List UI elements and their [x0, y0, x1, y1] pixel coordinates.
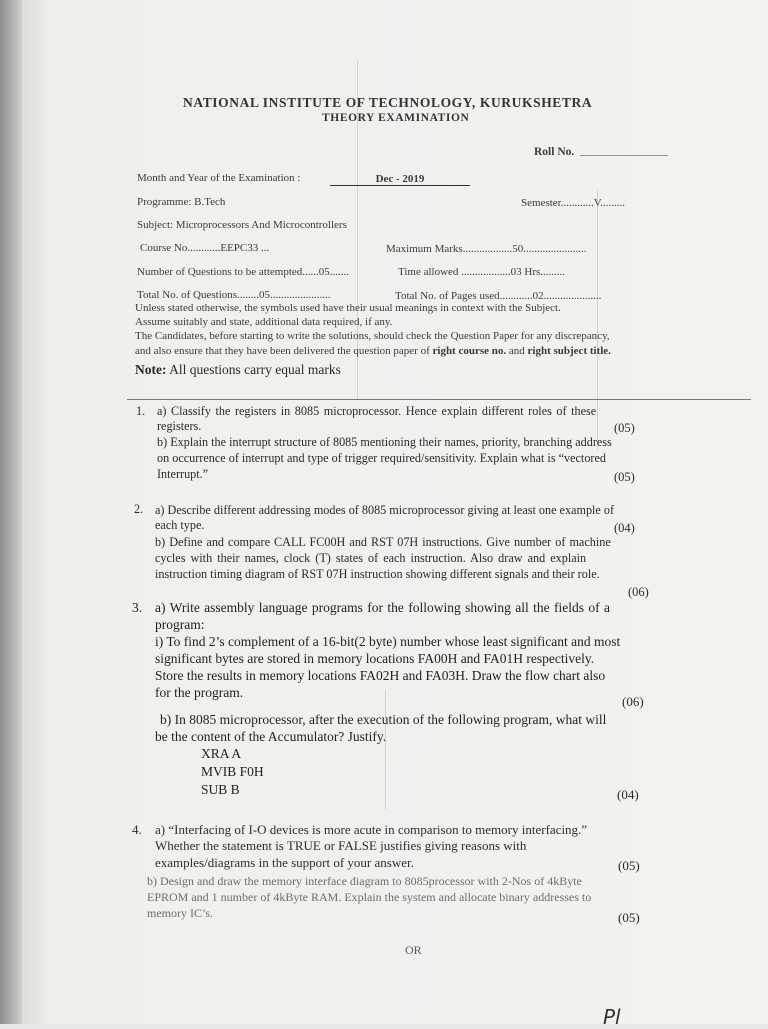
month-year-label: Month and Year of the Examination :	[137, 172, 301, 184]
q1-number: 1.	[136, 404, 146, 418]
q1b-line1: b) Explain the interrupt structure of 8085 mentioning their names, priority, branching address	[157, 435, 612, 449]
roll-no-blank: ________________	[580, 145, 668, 157]
q1a-line1: a) Classify the registers in 8085 microprocessor. Hence explain different roles of these	[157, 404, 597, 418]
q3a-line2: program:	[155, 617, 205, 632]
maximum-marks: Maximum Marks..................50.......................	[386, 243, 587, 255]
month-year-value: Dec - 2019	[330, 173, 470, 186]
q1b-marks: (05)	[614, 470, 635, 484]
questions-to-attempt: Number of Questions to be attempted......05.......	[137, 266, 350, 278]
total-questions: Total No. of Questions........05......................	[137, 289, 331, 301]
q4a-line3: examples/diagrams in the support of your answer.	[155, 855, 414, 870]
handwritten-pto: Pl	[603, 1005, 621, 1029]
semester: Semester............V.........	[521, 197, 625, 209]
or-separator: OR	[405, 943, 422, 957]
q4a-line1: a) “Interfacing of I-O devices is more acute in comparison to memory interfacing.”	[155, 822, 588, 837]
q1b-line3: Interrupt.”	[157, 467, 209, 481]
q3i-line4: for the program.	[155, 685, 244, 700]
q2b-line1: b) Define and compare CALL FC00H and RST 07H instructions. Give number of machine	[155, 535, 611, 549]
instruction-line-2: Assume suitably and state, additional data required, if any.	[135, 316, 393, 328]
total-pages: Total No. of Pages used............02.....................	[395, 290, 602, 302]
q2b-line3: instruction timing diagram of RST 07H instruction showing different signals and their role.	[155, 567, 600, 581]
q3-code-line2: MVIB F0H	[201, 764, 264, 779]
scan-crease	[597, 190, 598, 450]
instruction-emphasis: right course no.	[432, 345, 507, 357]
q4b-line2: EPROM and 1 number of 4kByte RAM. Explain the system and allocate binary addresses to	[147, 890, 592, 904]
section-divider	[127, 399, 751, 400]
q2b-marks: (06)	[628, 585, 649, 599]
scan-crease	[385, 690, 386, 810]
q2a-marks: (04)	[614, 521, 635, 535]
q2a-line2: each type.	[155, 518, 205, 532]
q3-code-line3: SUB B	[201, 782, 240, 797]
time-allowed: Time allowed ..................03 Hrs.........	[398, 266, 566, 278]
q4b-line1: b) Design and draw the memory interface diagram to 8085processor with 2-Nos of 4kByte	[147, 874, 582, 888]
q4b-line3: memory IC’s.	[147, 906, 213, 920]
q3a-line1: a) Write assembly language programs for the following showing all the fields of a	[155, 600, 610, 615]
q4-number: 4.	[132, 822, 142, 837]
q3i-line3: Store the results in memory locations FA02H and FA03H. Draw the flow chart also	[155, 668, 606, 683]
q3-number: 3.	[132, 600, 143, 615]
q4a-marks: (05)	[618, 858, 640, 873]
q2a-line1: a) Describe different addressing modes of 8085 microprocessor giving at least one example of	[155, 503, 615, 517]
subject: Subject: Microprocessors And Microcontrollers	[137, 219, 347, 231]
q3b-line2: be the content of the Accumulator? Justify.	[155, 729, 387, 744]
q3i-line1: i) To find 2’s complement of a 16-bit(2 byte) number whose least significant and most	[155, 634, 621, 649]
programme: Programme: B.Tech	[137, 196, 226, 208]
q4b-marks: (05)	[618, 910, 640, 925]
instruction-line-4	[135, 345, 611, 357]
q1b-line2: on occurrence of interrupt and type of trigger required/sensitivity. Explain what is “vectored	[157, 451, 606, 465]
roll-no-label: Roll No.	[534, 146, 575, 158]
q1a-marks: (05)	[614, 421, 635, 435]
instruction-line-1: Unless stated otherwise, the symbols used have their usual meanings in context with the Subject.	[135, 302, 561, 314]
q3i-line2: significant bytes are stored in memory locations FA00H and FA01H respectively.	[155, 651, 595, 666]
q3b-marks: (04)	[617, 787, 639, 802]
note	[135, 362, 341, 378]
scan-edge-shadow	[0, 0, 22, 1024]
instruction-text: and	[506, 345, 528, 357]
course-no: Course No............EEPC33 ...	[140, 242, 270, 254]
q2-number: 2.	[134, 502, 144, 516]
institute-name: NATIONAL INSTITUTE OF TECHNOLOGY, KURUKSHETRA	[183, 95, 593, 110]
note-text: All questions carry equal marks	[166, 362, 341, 377]
q3-code-line1: XRA A	[201, 746, 242, 761]
q1a-line2: registers.	[157, 419, 202, 433]
q4a-line2: Whether the statement is TRUE or FALSE justifies giving reasons with	[155, 838, 527, 853]
exam-type: THEORY EXAMINATION	[322, 112, 470, 124]
q3b-line1: b) In 8085 microprocessor, after the execution of the following program, what will	[160, 712, 607, 727]
instruction-emphasis: right subject title.	[527, 345, 611, 357]
instruction-line-3: The Candidates, before starting to write the solutions, should check the Question Paper for any discrepancy,	[135, 330, 610, 342]
note-label: Note:	[135, 362, 167, 377]
q2b-line2: cycles with their names, clock (T) states of each instruction. Also draw and explain	[155, 551, 587, 565]
instruction-text: and also ensure that they have been delivered the question paper of	[135, 345, 433, 357]
q3i-marks: (06)	[622, 694, 644, 709]
